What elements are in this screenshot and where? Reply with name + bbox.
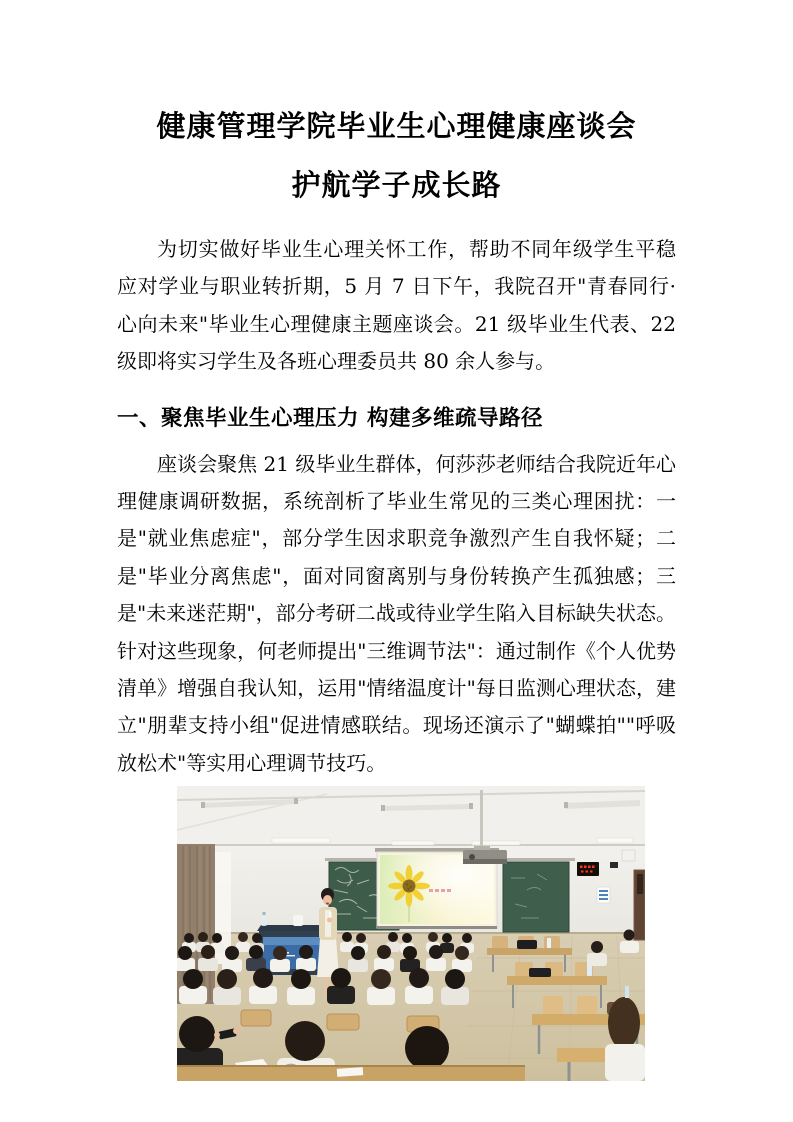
bag-on-desk (517, 940, 537, 949)
foreground-desk (177, 1065, 525, 1081)
wall-box (610, 862, 618, 868)
water-bottle (261, 914, 267, 926)
classroom-photo-illustration (177, 786, 645, 1081)
document-text-column (117, 0, 676, 782)
led-clock (577, 862, 599, 876)
section-1-heading: 一、聚焦毕业生心理压力 构建多维疏导路径 (117, 405, 543, 431)
kettle (293, 915, 303, 926)
document-title-line1: 健康管理学院毕业生心理健康座谈会 (156, 109, 637, 143)
section-1-paragraph: 座谈会聚焦 21 级毕业生群体，何莎莎老师结合我院近年心理健康调研数据，系统剖析了毕业生常见的三类心理困扰：一是"就业焦虑症"，部分学生因求职竞争激烈产生自我怀疑；二是"毕业分离焦虑"，面对同窗离别与身份转换产生孤独感；三是"未来迷茫期"，部分考研二战或待业学生陷入目标缺失状态。针对这些现象，何老师提出"三维调节法"：通过制作《个人优势清单》增强自我认知，运用"情绪温度计"每日监测心理状态，建立"朋辈支持小组"促进情感联结。现场还演示了"蝴蝶拍""呼吸放松术"等实用心理调节技巧。 (117, 451, 676, 775)
chalkboard-right (503, 862, 569, 932)
document-title-line2: 护航学子成长路 (291, 168, 502, 202)
classroom-photo (177, 786, 645, 1081)
intro-paragraph: 为切实做好毕业生心理关怀工作，帮助不同年级学生平稳应对学业与职业转折期，5 月 7 日下午，我院召开"青春同行·心向未来"毕业生心理健康主题座谈会。21 级毕业生代表、22 级即将实习学生及各班心理委员共 80 余人参与。 (117, 237, 676, 374)
classroom-door (634, 870, 645, 940)
document-title (117, 97, 676, 215)
switch-panel (597, 887, 610, 903)
wall-speaker (622, 850, 635, 861)
classroom-ceiling (177, 786, 645, 848)
